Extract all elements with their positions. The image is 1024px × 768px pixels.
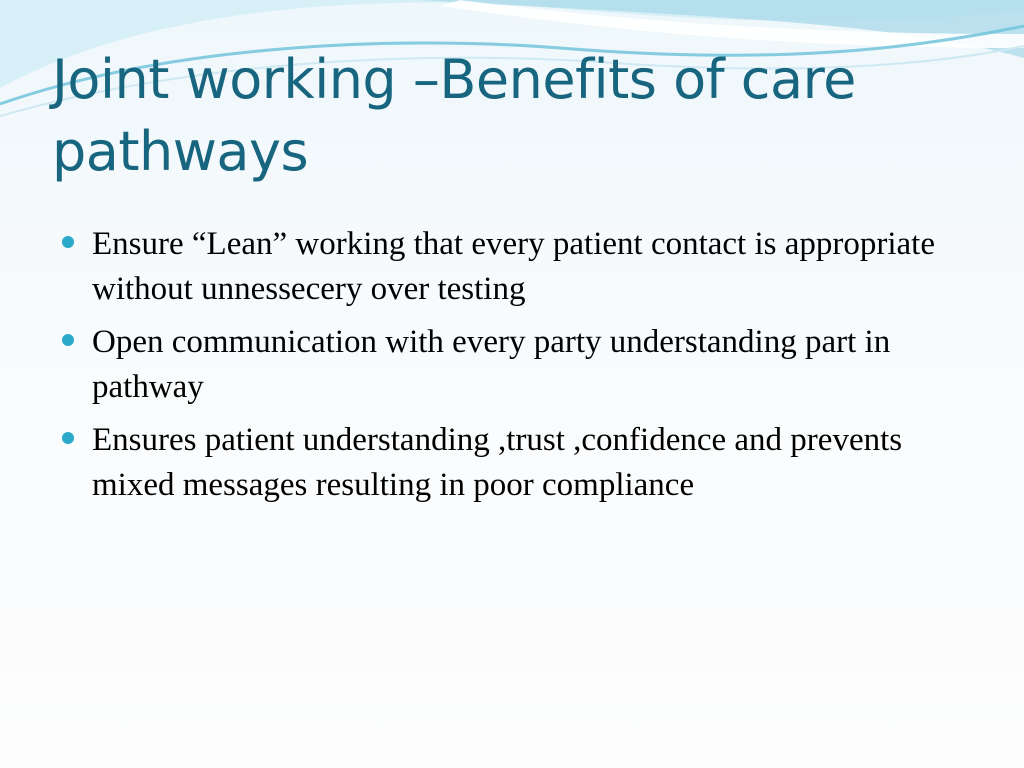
bullet-dot-icon <box>62 334 74 346</box>
bullet-item <box>60 320 980 410</box>
bullet-list <box>60 222 980 516</box>
bullet-dot-icon <box>62 432 74 444</box>
bullet-text: Ensures patient understanding ,trust ,confidence and prevents mixed messages resulting in poor compliance <box>92 422 903 503</box>
bullet-dot-icon <box>62 236 74 248</box>
bullet-text: Ensure “Lean” working that every patient contact is appropriate without unnessecery over testing <box>92 226 935 307</box>
bullet-item <box>60 418 980 508</box>
slide-title: Joint working –Benefits of care pathways <box>52 48 856 183</box>
bullet-text: Open communication with every party understanding part in pathway <box>92 324 891 405</box>
bullet-item <box>60 222 980 312</box>
